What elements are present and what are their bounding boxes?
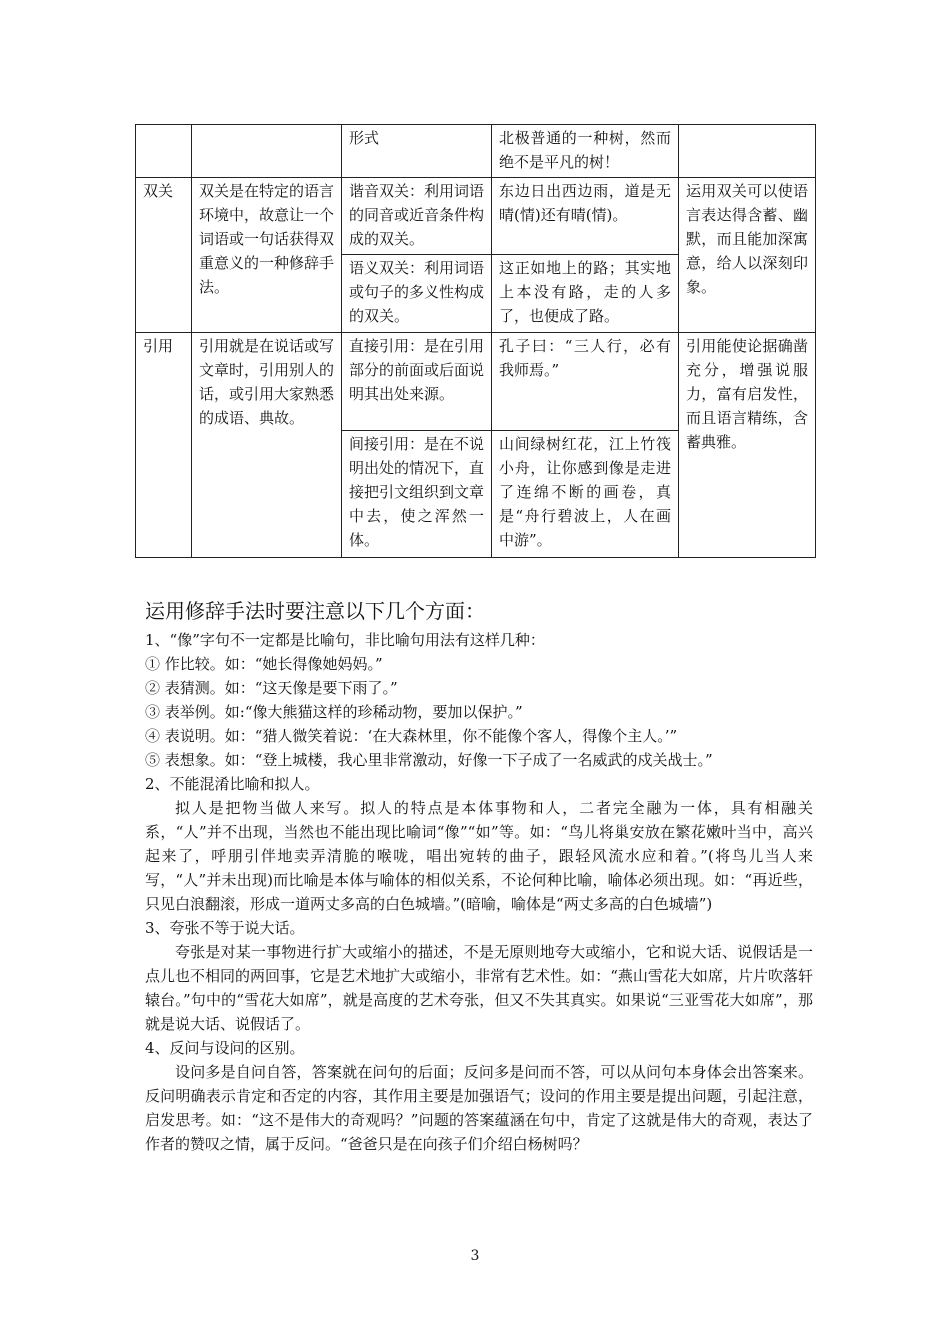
technique-effect: 引用能使论据确凿充分，增强说服力，富有启发性，而且语言精练，含蓄典雅。 (679, 333, 816, 558)
table-cell: 北极普通的一种树，然而绝不是平凡的树！ (492, 125, 679, 178)
table-row (136, 178, 816, 255)
note-paragraph: 夸张是对某一事物进行扩大或缩小的描述，不是无原则地夸大或缩小，它和说大话、说假话是一点儿也不相同的两回事，它是艺术地扩大或缩小，非常有艺术性。如：“燕山雪花大如席，片片吹落轩辕台。”句中的“雪花大如席”，就是高度的艺术夸张，但又不失其真实。如果说“三亚雪花大如席”，那就是说大话、说假话了。 (145, 943, 813, 1033)
technique-definition: 双关是在特定的语言环境中，故意让一个词语或一句话获得双重意义的一种修辞手法。 (192, 178, 342, 333)
technique-form: 间接引用：是在不说明出处的情况下，直接把引文组织到文章中去，使之浑然一体。 (342, 431, 492, 558)
technique-form: 谐音双关：利用词语的同音或近音条件构成的双关。 (342, 178, 492, 255)
technique-form: 直接引用：是在引用部分的前面或后面说明其出处来源。 (342, 333, 492, 431)
technique-example: 山间绿树红花，江上竹筏小舟，让你感到像是走进了连绵不断的画卷，真是“舟行碧波上，人在画中游”。 (492, 431, 679, 558)
notes-body (145, 628, 813, 1156)
rhetoric-table (135, 124, 816, 558)
technique-name: 双关 (136, 178, 192, 333)
table-row (136, 333, 816, 431)
technique-name: 引用 (136, 333, 192, 558)
technique-form: 语义双关：利用词语或句子的多义性构成的双关。 (342, 255, 492, 333)
note-line: ① 作比较。如：“她长得像她妈妈。” (145, 655, 383, 673)
note-paragraph: 拟人是把物当做人来写。拟人的特点是本体事物和人，二者完全融为一体，具有相融关系，“人”并不出现，当然也不能出现比喻词“像”“如”等。如：“鸟儿将巢安放在繁花嫩叶当中，高兴起来了，呼朋引伴地卖弄清脆的喉咙，唱出宛转的曲子，跟轻风流水应和着。”(将鸟儿当人来写，“人”并未出现)而比喻是本体与喻体的相似关系，不论何种比喻，喻体必须出现。如：“再近些，只见白浪翻滚，形成一道两丈多高的白色城墙。”(暗喻，喻体是“两丈多高的白色城墙”) (145, 799, 813, 913)
note-line: 2、不能混淆比喻和拟人。 (145, 775, 320, 793)
table-row (136, 125, 816, 178)
note-line: ⑤ 表想象。如：“登上城楼，我心里非常激动，好像一下子成了一名威武的戍关战士。” (145, 751, 713, 769)
technique-example: 东边日出西边雨，道是无晴(情)还有晴(情)。 (492, 178, 679, 255)
technique-example: 这正如地上的路；其实地上本没有路，走的人多了，也便成了路。 (492, 255, 679, 333)
note-line: 4、反问与设问的区别。 (145, 1039, 305, 1057)
table-cell: 形式 (342, 125, 492, 178)
page-number: 3 (470, 1248, 480, 1264)
section-heading: 运用修辞手法时要注意以下几个方面： (145, 599, 485, 623)
note-line: ② 表猜测。如：“这天像是要下雨了。” (145, 679, 398, 697)
note-line: 1、“像”字句不一定都是比喻句，非比喻句用法有这样几种： (145, 631, 545, 649)
technique-definition: 引用就是在说话或写文章时，引用别人的话，或引用大家熟悉的成语、典故。 (192, 333, 342, 558)
note-paragraph: 设问多是自问自答，答案就在问句的后面；反问多是问而不答，可以从问句本身体会出答案来。反问明确表示肯定和否定的内容，其作用主要是加强语气；设问的作用主要是提出问题，引起注意，启发思考。如：“这不是伟大的奇观吗？”问题的答案蕴涵在句中，肯定了这就是伟大的奇观，表达了作者的赞叹之情，属于反问。“爸爸只是在向孩子们介绍白杨树吗？ (145, 1063, 813, 1153)
table-cell (136, 125, 192, 178)
technique-example: 孔子曰：“三人行，必有我师焉。” (492, 333, 679, 431)
table-cell (192, 125, 342, 178)
table-cell (679, 125, 816, 178)
note-line: 3、夸张不等于说大话。 (145, 919, 305, 937)
note-line: ④ 表说明。如：“猎人微笑着说：‘在大森林里，你不能像个客人，得像个主人。’” (145, 727, 678, 745)
technique-effect: 运用双关可以使语言表达得含蓄、幽默，而且能加深寓意，给人以深刻印象。 (679, 178, 816, 333)
note-line: ③ 表举例。如:“像大熊猫这样的珍稀动物，要加以保护。” (145, 703, 523, 721)
